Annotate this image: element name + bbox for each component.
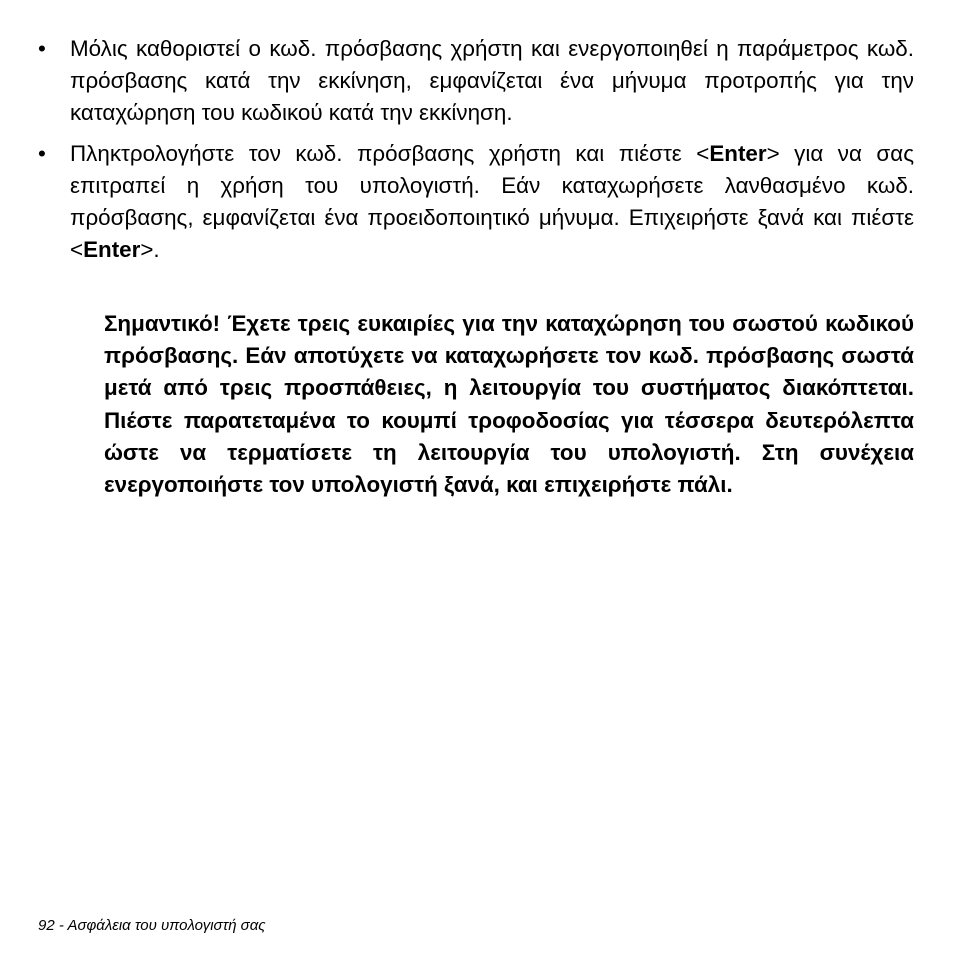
bullet-text-part: > για να σας επιτραπεί η χρήση του υπολογιστή. Εάν καταχωρήσετε λανθασμένο κωδ. πρόσβασης, εμφανίζεται ένα προειδοποιητικό μήνυμα. Επιχειρήστε ξανά και πιέστε < [70,140,914,263]
bullet-icon: • [38,140,46,166]
bullet-icon: • [38,36,46,61]
bullet-list [38,33,914,274]
bullet-text-part: Πληκτρολογήστε τον κωδ. πρόσβασης χρήστη και πιέστε < [70,140,710,166]
key-name-enter: Enter [83,237,141,263]
bullet-item-password-prompt [38,33,914,130]
important-note: Σημαντικό! Έχετε τρεις ευκαιρίες για την καταχώρηση του σωστού κωδικού πρόσβασης. Εάν αποτύχετε να καταχωρήσετε τον κωδ. πρόσβασης σωστά μετά από τρεις προσπάθειες, η λειτουργία του συστήματος διακόπτεται. Πιέστε παρατεταμένα το κουμπί τροφοδοσίας για τέσσερα δευτερόλεπτα ώστε να τερματίσετε τη λειτουργία του υπολογιστή. Στη συνέχεια ενεργοποιήστε τον υπολογιστή ξανά, και επιχειρήστε πάλι. [104,311,914,498]
bullet-item-enter-password [38,138,914,267]
bullet-text-part: >. [140,237,160,263]
bullet-text: Μόλις καθοριστεί ο κωδ. πρόσβασης χρήστη και ενεργοποιηθεί η παράμετρος κωδ. πρόσβασης κατά την εκκίνηση, εμφανίζεται ένα μήνυμα προτροπής για την καταχώρηση του κωδικού κατά την εκκίνηση. [70,36,914,126]
key-name-enter: Enter [709,140,767,166]
page-footer: 92 - Ασφάλεια του υπολογιστή σας [38,917,266,934]
